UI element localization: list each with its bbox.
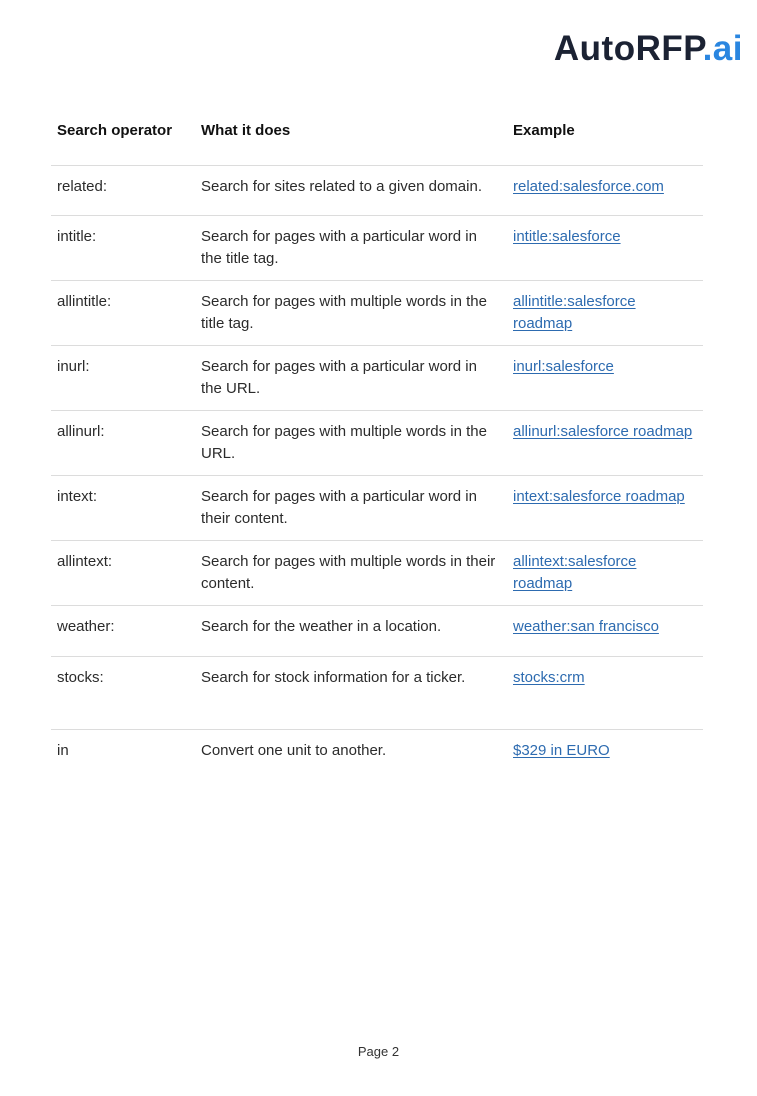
operator-cell: inurl: [51,346,195,411]
description-cell: Search for the weather in a location. [195,606,507,657]
operator-cell: allintitle: [51,281,195,346]
description-cell: Search for pages with multiple words in their content. [195,541,507,606]
operator-cell: in [51,730,195,781]
example-cell [507,411,703,476]
operator-cell: related: [51,166,195,216]
table-row [51,606,703,657]
example-cell [507,606,703,657]
table-row [51,281,703,346]
example-link[interactable]: weather:san francisco [513,618,659,635]
example-link[interactable]: allintext:salesforce roadmap [513,553,637,592]
column-header-description: What it does [201,122,291,139]
description-cell: Search for pages with a particular word in the URL. [195,346,507,411]
table-row [51,730,703,781]
example-link[interactable]: allinurl:salesforce roadmap [513,423,693,440]
example-link[interactable]: intext:salesforce roadmap [513,488,685,505]
description-cell: Search for pages with multiple words in the title tag. [195,281,507,346]
table-row [51,541,703,606]
example-cell [507,216,703,281]
operator-cell: intext: [51,476,195,541]
operator-cell: stocks: [51,657,195,730]
table-row [51,411,703,476]
brand-logo [554,28,743,70]
table-header-row [51,104,703,166]
logo-suffix: .ai [702,29,743,68]
table-row [51,657,703,730]
description-cell: Search for pages with a particular word in the title tag. [195,216,507,281]
column-header-operator: Search operator [57,122,173,139]
operator-cell: weather: [51,606,195,657]
table-row [51,216,703,281]
example-cell [507,476,703,541]
example-link[interactable]: stocks:crm [513,669,585,686]
example-cell [507,541,703,606]
example-link[interactable]: intitle:salesforce [513,228,621,245]
operator-cell: intitle: [51,216,195,281]
description-cell: Convert one unit to another. [195,730,507,781]
table-row [51,346,703,411]
operator-cell: allintext: [51,541,195,606]
example-cell [507,166,703,216]
example-link[interactable]: allintitle:salesforce roadmap [513,293,636,332]
table-row [51,166,703,216]
description-cell: Search for pages with multiple words in the URL. [195,411,507,476]
example-cell [507,346,703,411]
search-operators-table [51,104,703,781]
operator-cell: allinurl: [51,411,195,476]
example-link[interactable]: $329 in EURO [513,742,610,759]
description-cell: Search for sites related to a given domain. [195,166,507,216]
page-number: Page 2 [357,1044,400,1059]
column-header-example: Example [513,122,575,139]
table-row [51,476,703,541]
example-cell [507,730,703,781]
description-cell: Search for pages with a particular word in their content. [195,476,507,541]
example-link[interactable]: inurl:salesforce [513,358,614,375]
logo-wordmark: AutoRFP [553,29,703,68]
description-cell: Search for stock information for a ticker. [195,657,507,730]
example-link[interactable]: related:salesforce.com [513,178,664,195]
example-cell [507,281,703,346]
example-cell [507,657,703,730]
